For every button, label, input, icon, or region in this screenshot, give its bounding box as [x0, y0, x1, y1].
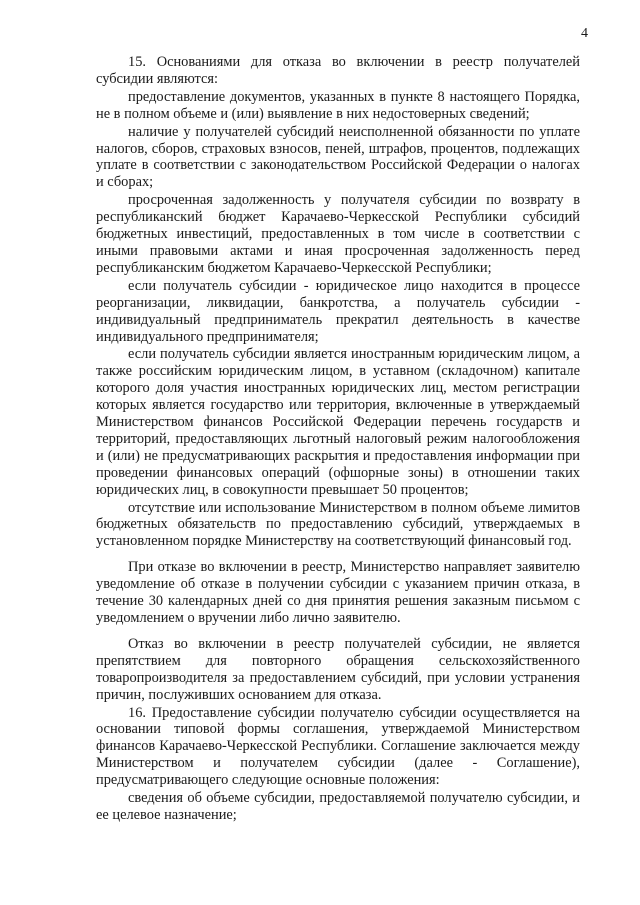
paragraph-incomplete-documents: предоставление документов, указанных в пункте 8 настоящего Порядка, не в полном объеме и (или) выявление в них недостоверных сведений;: [96, 88, 580, 122]
paragraph-15-intro: 15. Основаниями для отказа во включении в реестр получателей субсидии являются:: [96, 54, 580, 87]
paragraph-subsidy-amount: сведения об объеме субсидии, предоставляемой получателю субсидии, и ее целевое назначение;: [96, 790, 580, 823]
paragraph-refusal-notice: При отказе во включении в реестр, Министерство направляет заявителю уведомление об отказе в получении субсидии с указанием причин отказа, в течение 30 календарных дней со дня принятия решения заказным письмом с уведомлением о вручении либо лично заявителю.: [96, 559, 580, 626]
paragraph-budget-limits: отсутствие или использование Министерством в полном объеме лимитов бюджетных обязательств по предоставлению субсидий, утверждаемых в установленном порядке Министерству на соответствующий финансовый год.: [96, 499, 580, 550]
page-number: 4: [581, 26, 588, 41]
paragraph-repeat-application: Отказ во включении в реестр получателей субсидии, не является препятствием для повторного обращения сельскохозяйственного товаропроизводителя за предоставлением субсидий, при условии устранения причин, послуживших основанием для отказа.: [96, 635, 580, 703]
paragraph-16-agreement: 16. Предоставление субсидии получателю субсидии осуществляется на основании типовой формы соглашения, утверждаемой Министерством финансов Карачаево-Черкесской Республики. Соглашение заключается между Министерством и получателем субсидии (далее - Соглашение), предусматривающего следующие основные положения:: [96, 704, 580, 789]
paragraph-budget-debt: просроченная задолженность у получателя субсидии по возврату в республиканский бюджет Карачаево-Черкесской Республики субсидий бюджетных инвестиций, предоставленных в том числе в соответствии с иными правовыми актами и иная просроченная задолженность перед республиканским бюджетом Карачаево-Черкесской Республики;: [96, 192, 580, 276]
paragraph-reorganization: если получатель субсидии - юридическое лицо находится в процессе реорганизации, ликвидации, банкротства, а получатель субсидии - индивидуальный предприниматель прекратил деятельность в качестве индивидуального предпринимателя;: [96, 277, 580, 345]
document-body: [96, 54, 580, 824]
paragraph-foreign-entity: если получатель субсидии является иностранным юридическим лицом, а также российским юридическим лицом, в уставном (складочном) капитале которого доля участия иностранных юридических лиц, местом регистрации которых является государство или территория, включенные в утверждаемый Министерством финансов Российской Федерации перечень государств и территорий, предоставляющих льготный налоговый режим налогообложения и (или) не предусматривающих раскрытия и предоставления информации при проведении финансовых операций (офшорные зоны) в отношении таких юридических лиц, в совокупности превышает 50 процентов;: [96, 346, 580, 498]
paragraph-tax-debt: наличие у получателей субсидий неисполненной обязанности по уплате налогов, сборов, страховых взносов, пеней, штрафов, процентов, подлежащих уплате в соответствии с законодательством Российской Федерации о налогах и сборах;: [96, 123, 580, 191]
